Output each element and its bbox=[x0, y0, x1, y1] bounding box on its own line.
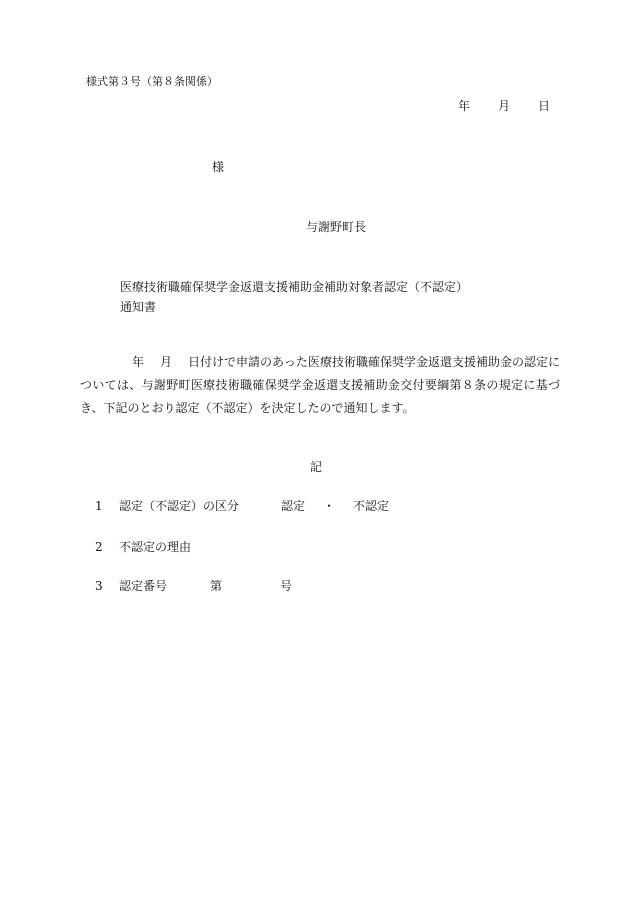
title-line-2: 通知書 bbox=[120, 300, 157, 314]
body-year: 年 bbox=[132, 355, 145, 369]
item-number: 2 bbox=[95, 540, 103, 554]
option-denied: 不認定 bbox=[353, 499, 390, 513]
date-day-label: 日 bbox=[538, 99, 551, 113]
issuer-name: 与謝野町長 bbox=[306, 220, 367, 234]
number-prefix: 第 bbox=[210, 579, 223, 593]
title-line-1: 医療技術職確保奨学金返還支援補助金補助対象者認定（不認定） bbox=[120, 280, 469, 294]
item-number: 3 bbox=[95, 579, 103, 593]
date-year-label: 年 bbox=[458, 99, 471, 113]
document-title bbox=[120, 277, 540, 317]
item-denial-reason bbox=[95, 538, 191, 555]
body-month: 月 bbox=[160, 355, 173, 369]
item-certification-number bbox=[95, 577, 292, 594]
date-month-label: 月 bbox=[498, 99, 511, 113]
body-text-rest: 日付けで申請のあった医療技術職確保奨学金返還支援補助金の認定については、与謝野町医療技術職確保奨学金返還支援補助金交付要綱第８条の規定に基づき、下記のとおり認定（不認定）を決定したので通知します。 bbox=[80, 355, 560, 415]
form-number: 様式第３号（第８条関係） bbox=[86, 75, 218, 88]
addressee-suffix: 様 bbox=[212, 160, 225, 174]
option-approved: 認定 bbox=[281, 499, 306, 513]
body-paragraph bbox=[80, 351, 560, 420]
option-separator: ・ bbox=[323, 499, 336, 513]
date-line bbox=[458, 97, 550, 114]
item-label: 不認定の理由 bbox=[119, 540, 192, 554]
item-number: 1 bbox=[95, 499, 103, 513]
number-suffix: 号 bbox=[280, 579, 293, 593]
ki-heading: 記 bbox=[310, 460, 323, 474]
item-label: 認定（不認定）の区分 bbox=[119, 499, 240, 513]
item-classification bbox=[95, 497, 389, 514]
item-label: 認定番号 bbox=[119, 579, 168, 593]
